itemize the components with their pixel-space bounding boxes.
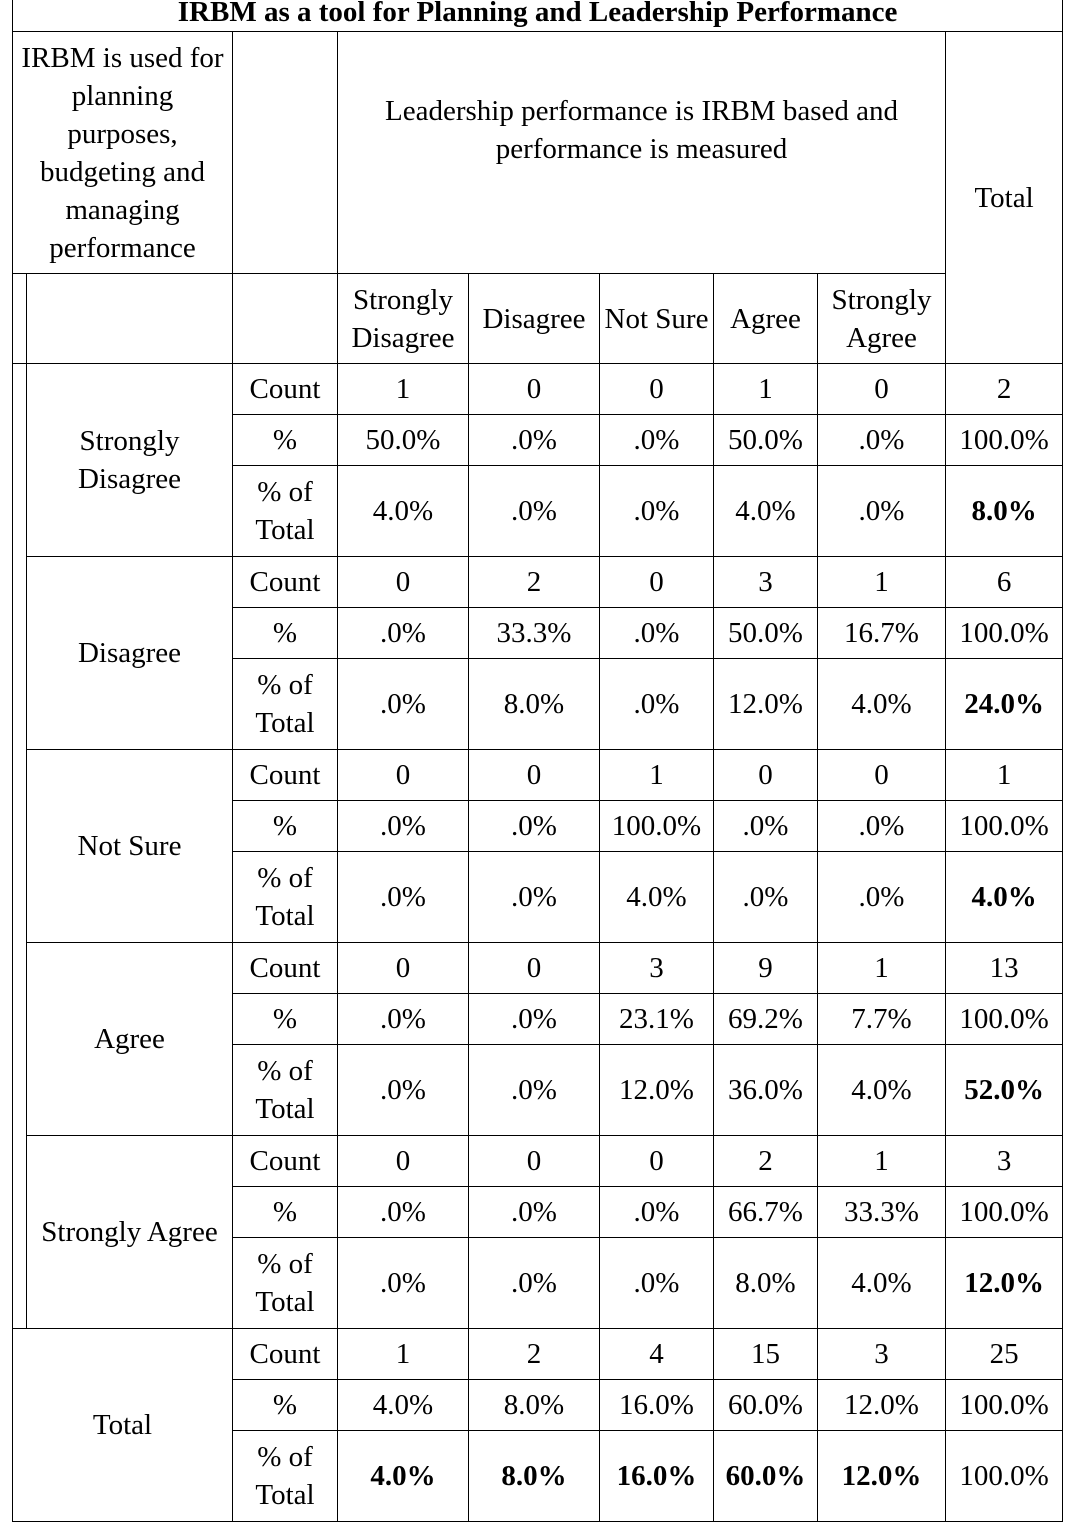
stat-label: % of Total bbox=[233, 852, 338, 943]
column-header: Strongly Agree bbox=[818, 274, 946, 364]
table-cell: 66.7% bbox=[714, 1187, 818, 1238]
table-cell: .0% bbox=[338, 852, 469, 943]
table-row bbox=[13, 943, 1063, 994]
table-cell: 50.0% bbox=[338, 415, 469, 466]
table-cell: 15 bbox=[714, 1329, 818, 1380]
table-cell: .0% bbox=[469, 852, 600, 943]
table-row bbox=[13, 750, 1063, 801]
column-header: Not Sure bbox=[600, 274, 714, 364]
column-variable-label: Leadership performance is IRBM based and performance is measured bbox=[338, 32, 946, 274]
table-cell: 23.1% bbox=[600, 994, 714, 1045]
total-row-label: Total bbox=[13, 1329, 233, 1522]
table-cell: 4.0% bbox=[818, 1045, 946, 1136]
table-cell: 0 bbox=[338, 557, 469, 608]
stat-label: % of Total bbox=[233, 1238, 338, 1329]
table-cell: 4.0% bbox=[818, 659, 946, 750]
table-cell: 1 bbox=[818, 943, 946, 994]
table-cell: .0% bbox=[600, 659, 714, 750]
table-cell: 33.3% bbox=[818, 1187, 946, 1238]
stat-label: % bbox=[233, 1380, 338, 1431]
table-cell: .0% bbox=[600, 1187, 714, 1238]
table-cell: 0 bbox=[600, 364, 714, 415]
blank-header-cell bbox=[27, 274, 233, 364]
table-cell: 8.0% bbox=[469, 1431, 600, 1522]
table-cell: 100.0% bbox=[946, 415, 1063, 466]
table-cell: .0% bbox=[818, 415, 946, 466]
table-cell: 3 bbox=[714, 557, 818, 608]
stat-label: % of Total bbox=[233, 659, 338, 750]
table-cell: .0% bbox=[600, 608, 714, 659]
table-cell: 3 bbox=[600, 943, 714, 994]
table-cell: .0% bbox=[338, 1045, 469, 1136]
table-cell: 50.0% bbox=[714, 608, 818, 659]
table-cell: 24.0% bbox=[946, 659, 1063, 750]
table-cell: .0% bbox=[818, 852, 946, 943]
table-row bbox=[13, 364, 1063, 415]
stat-label: Count bbox=[233, 750, 338, 801]
stat-label: % bbox=[233, 608, 338, 659]
table-cell: 16.0% bbox=[600, 1380, 714, 1431]
crosstab-container bbox=[12, 0, 1062, 1522]
table-cell: 0 bbox=[469, 364, 600, 415]
table-cell: .0% bbox=[338, 801, 469, 852]
table-cell: 12.0% bbox=[818, 1380, 946, 1431]
table-cell: 100.0% bbox=[946, 1431, 1063, 1522]
table-cell: .0% bbox=[469, 994, 600, 1045]
table-cell: 0 bbox=[338, 750, 469, 801]
stat-label: % of Total bbox=[233, 1045, 338, 1136]
row-group-label: Not Sure bbox=[27, 750, 233, 943]
table-cell: 1 bbox=[600, 750, 714, 801]
table-cell: .0% bbox=[714, 852, 818, 943]
table-cell: 16.7% bbox=[818, 608, 946, 659]
table-cell: 0 bbox=[338, 1136, 469, 1187]
table-cell: 25 bbox=[946, 1329, 1063, 1380]
table-cell: 0 bbox=[469, 1136, 600, 1187]
table-cell: 60.0% bbox=[714, 1380, 818, 1431]
table-cell: 0 bbox=[818, 750, 946, 801]
table-cell: 69.2% bbox=[714, 994, 818, 1045]
table-cell: .0% bbox=[600, 466, 714, 557]
table-cell: 8.0% bbox=[469, 1380, 600, 1431]
table-cell: .0% bbox=[818, 466, 946, 557]
table-cell: 12.0% bbox=[946, 1238, 1063, 1329]
table-cell: 36.0% bbox=[714, 1045, 818, 1136]
table-cell: 8.0% bbox=[469, 659, 600, 750]
blank-header-cell bbox=[233, 274, 338, 364]
table-cell: 0 bbox=[600, 1136, 714, 1187]
table-cell: 100.0% bbox=[946, 1187, 1063, 1238]
row-group-label: Disagree bbox=[27, 557, 233, 750]
table-cell: 0 bbox=[469, 943, 600, 994]
table-cell: 4.0% bbox=[338, 466, 469, 557]
row-group-label: Strongly Agree bbox=[27, 1136, 233, 1329]
table-cell: .0% bbox=[338, 1187, 469, 1238]
stat-label: % bbox=[233, 994, 338, 1045]
table-cell: 7.7% bbox=[818, 994, 946, 1045]
stat-label: % of Total bbox=[233, 1431, 338, 1522]
column-header: Strongly Disagree bbox=[338, 274, 469, 364]
table-cell: .0% bbox=[714, 801, 818, 852]
total-column-header: Total bbox=[946, 32, 1063, 364]
row-group-label: Agree bbox=[27, 943, 233, 1136]
table-cell: 3 bbox=[946, 1136, 1063, 1187]
stat-label: % bbox=[233, 801, 338, 852]
row-group-label: Strongly Disagree bbox=[27, 364, 233, 557]
table-cell: 33.3% bbox=[469, 608, 600, 659]
table-cell: .0% bbox=[469, 1187, 600, 1238]
table-cell: 100.0% bbox=[946, 801, 1063, 852]
table-cell: 12.0% bbox=[600, 1045, 714, 1136]
column-header: Disagree bbox=[469, 274, 600, 364]
table-cell: .0% bbox=[338, 994, 469, 1045]
table-cell: .0% bbox=[469, 801, 600, 852]
table-cell: 4.0% bbox=[338, 1431, 469, 1522]
stat-label: Count bbox=[233, 1136, 338, 1187]
stat-label: Count bbox=[233, 943, 338, 994]
table-cell: 0 bbox=[714, 750, 818, 801]
stat-label: Count bbox=[233, 364, 338, 415]
table-cell: 2 bbox=[469, 557, 600, 608]
blank-indent-cell bbox=[13, 274, 27, 364]
table-cell: 8.0% bbox=[946, 466, 1063, 557]
table-cell: 2 bbox=[714, 1136, 818, 1187]
table-cell: .0% bbox=[469, 415, 600, 466]
stat-label: Count bbox=[233, 557, 338, 608]
table-cell: .0% bbox=[600, 415, 714, 466]
stat-label: Count bbox=[233, 1329, 338, 1380]
table-cell: 1 bbox=[338, 1329, 469, 1380]
table-cell: 1 bbox=[714, 364, 818, 415]
table-cell: 6 bbox=[946, 557, 1063, 608]
indent-cell bbox=[13, 364, 27, 1329]
stat-label: % bbox=[233, 415, 338, 466]
table-cell: 0 bbox=[818, 364, 946, 415]
table-cell: .0% bbox=[338, 659, 469, 750]
table-cell: 2 bbox=[469, 1329, 600, 1380]
table-cell: 16.0% bbox=[600, 1431, 714, 1522]
table-cell: 1 bbox=[818, 1136, 946, 1187]
table-cell: 4.0% bbox=[714, 466, 818, 557]
table-cell: 8.0% bbox=[714, 1238, 818, 1329]
table-cell: 3 bbox=[818, 1329, 946, 1380]
table-cell: .0% bbox=[469, 466, 600, 557]
table-cell: 12.0% bbox=[714, 659, 818, 750]
table-cell: 2 bbox=[946, 364, 1063, 415]
stat-label: % bbox=[233, 1187, 338, 1238]
table-cell: .0% bbox=[469, 1238, 600, 1329]
table-cell: 12.0% bbox=[818, 1431, 946, 1522]
table-cell: 1 bbox=[338, 364, 469, 415]
table-cell: 1 bbox=[946, 750, 1063, 801]
table-cell: 100.0% bbox=[600, 801, 714, 852]
table-row bbox=[13, 1329, 1063, 1380]
table-cell: 13 bbox=[946, 943, 1063, 994]
table-cell: .0% bbox=[818, 801, 946, 852]
table-cell: 52.0% bbox=[946, 1045, 1063, 1136]
table-cell: 4.0% bbox=[818, 1238, 946, 1329]
table-cell: .0% bbox=[469, 1045, 600, 1136]
crosstab-table bbox=[12, 0, 1063, 1522]
table-cell: 1 bbox=[818, 557, 946, 608]
table-cell: 4.0% bbox=[946, 852, 1063, 943]
table-cell: 0 bbox=[338, 943, 469, 994]
table-title: IRBM as a tool for Planning and Leadership Performance bbox=[13, 0, 1063, 32]
table-cell: .0% bbox=[338, 1238, 469, 1329]
column-header: Agree bbox=[714, 274, 818, 364]
table-row bbox=[13, 557, 1063, 608]
table-cell: 60.0% bbox=[714, 1431, 818, 1522]
stat-label: % of Total bbox=[233, 466, 338, 557]
row-variable-label: IRBM is used for planning purposes, budgeting and managing performance bbox=[13, 32, 233, 274]
table-cell: 100.0% bbox=[946, 994, 1063, 1045]
table-cell: 0 bbox=[600, 557, 714, 608]
table-cell: 0 bbox=[469, 750, 600, 801]
table-cell: .0% bbox=[338, 608, 469, 659]
table-cell: .0% bbox=[600, 1238, 714, 1329]
table-cell: 100.0% bbox=[946, 1380, 1063, 1431]
table-cell: 50.0% bbox=[714, 415, 818, 466]
table-cell: 4.0% bbox=[600, 852, 714, 943]
table-row bbox=[13, 1136, 1063, 1187]
table-cell: 4.0% bbox=[338, 1380, 469, 1431]
blank-header-cell bbox=[233, 32, 338, 274]
table-cell: 100.0% bbox=[946, 608, 1063, 659]
table-cell: 9 bbox=[714, 943, 818, 994]
table-cell: 4 bbox=[600, 1329, 714, 1380]
